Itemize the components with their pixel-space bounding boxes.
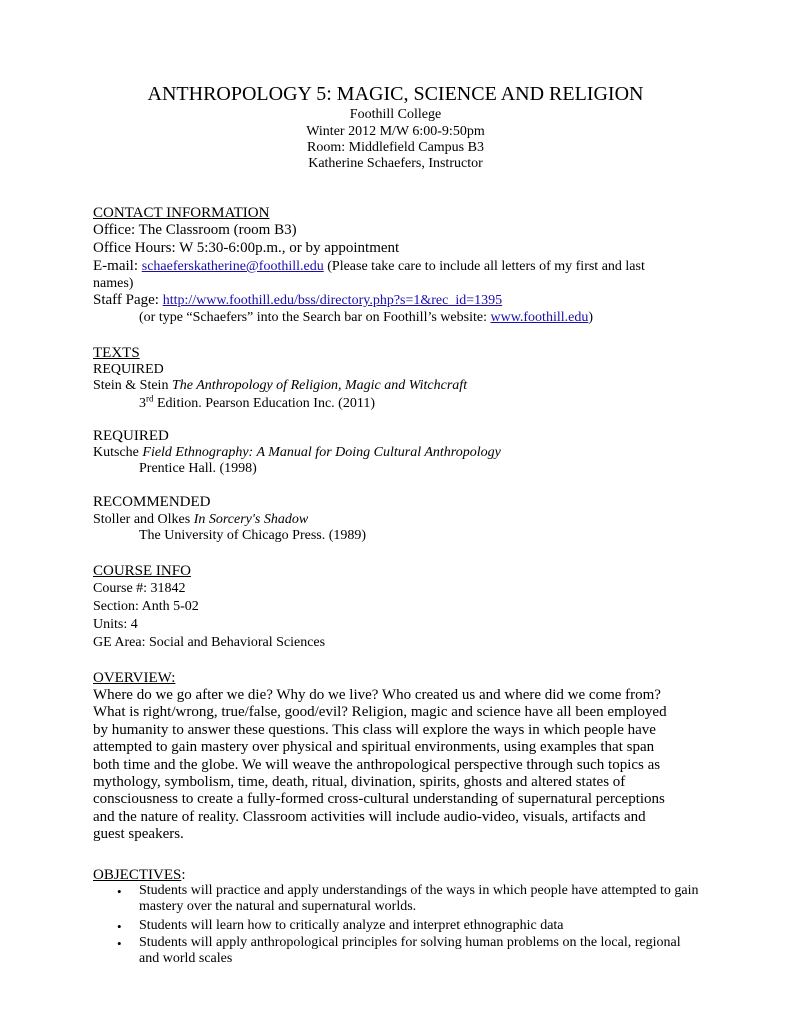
term-schedule: Winter 2012 M/W 6:00-9:50pm: [306, 124, 485, 139]
email-line: [93, 257, 645, 275]
bullet-icon: •: [117, 936, 122, 951]
overview-line: attempted to gain mastery over physical and spiritual environments, using examples that span: [93, 739, 655, 756]
staff-page-line: [93, 291, 502, 309]
book1-edition-number: 3: [139, 396, 146, 411]
email-note-continued: names): [93, 276, 134, 291]
book2-label: REQUIRED: [93, 428, 169, 444]
book2-citation: [93, 445, 501, 461]
book3-label: RECOMMENDED: [93, 494, 211, 510]
overview-heading: OVERVIEW:: [93, 670, 176, 686]
office-line: Office: The Classroom (room B3): [93, 222, 297, 238]
book3-authors: Stoller and Olkes: [93, 512, 194, 527]
overview-line: by humanity to answer these questions. This class will explore the ways in which people have: [93, 721, 656, 738]
course-units: Units: 4: [93, 617, 138, 632]
objectives-heading: OBJECTIVES: [93, 867, 182, 883]
overview-paragraph: [93, 687, 703, 844]
book2-publisher: Prentice Hall. (1998): [139, 461, 257, 476]
book2-authors: Kutsche: [93, 445, 143, 460]
office-hours-line: Office Hours: W 5:30-6:00p.m., or by appointment: [93, 240, 400, 256]
overview-line: Where do we go after we die? Why do we live? Who created us and where did we come from?: [93, 687, 661, 703]
book1-edition: [139, 393, 375, 412]
room-info: Room: Middlefield Campus B3: [307, 140, 484, 155]
objectives-heading-colon: :: [181, 867, 186, 883]
college-name: Foothill College: [349, 107, 442, 122]
search-note-close: ): [588, 310, 593, 325]
objectives-heading-line: [93, 866, 186, 884]
course-section: Section: Anth 5-02: [93, 599, 199, 614]
contact-heading: CONTACT INFORMATION: [93, 205, 270, 221]
book1-edition-suffix: rd: [146, 393, 154, 404]
search-note-text: (or type “Schaefers” into the Search bar on Foothill’s website:: [139, 310, 491, 325]
overview-line: What is right/wrong, true/false, good/evil? Religion, magic and science have all been employed: [93, 704, 667, 721]
book1-title: The Anthropology of Religion, Magic and Witchcraft: [171, 378, 468, 393]
staff-page-link[interactable]: http://www.foothill.edu/bss/directory.php?s=1&rec_id=1395: [162, 293, 503, 308]
course-number: Course #: 31842: [93, 581, 186, 596]
book3-citation: [93, 512, 308, 528]
foothill-website-link[interactable]: www.foothill.edu: [490, 310, 589, 325]
course-info-heading: COURSE INFO: [93, 563, 191, 579]
overview-line: both time and the globe. We will weave the anthropological perspective through such topics as: [93, 756, 661, 773]
bullet-icon: •: [117, 884, 122, 899]
bullet-icon: •: [117, 919, 122, 934]
objective-item: Students will learn how to critically analyze and interpret ethnographic data: [139, 918, 564, 933]
book2-title: Field Ethnography: A Manual for Doing Cultural Anthropology: [142, 445, 501, 460]
email-link[interactable]: schaeferskatherine@foothill.edu: [141, 259, 324, 274]
email-note: (Please take care to include all letters of my first and last: [323, 259, 645, 274]
overview-line: guest speakers.: [93, 826, 184, 843]
book1-citation: [93, 378, 467, 394]
overview-line: and the nature of reality. Classroom activities will include audio-video, visuals, artifacts and: [93, 808, 646, 825]
book1-publisher: Edition. Pearson Education Inc. (2011): [153, 396, 375, 411]
overview-line: mythology, symbolism, time, death, ritual, divination, spirits, ghosts and altered states of: [93, 774, 626, 791]
texts-heading: TEXTS: [93, 345, 140, 361]
search-note: [139, 310, 593, 326]
objective-item: Students will apply anthropological principles for solving human problems on the local, regional and world scales: [139, 935, 681, 966]
objective-item: Students will practice and apply understandings of the ways in which people have attempted to gain mastery over the natural and supernatural worlds.: [139, 883, 699, 914]
email-label: E-mail:: [93, 258, 142, 274]
book1-label: REQUIRED: [93, 362, 164, 377]
book1-authors: Stein & Stein: [93, 378, 172, 393]
staff-page-label: Staff Page:: [93, 292, 163, 308]
book3-title: In Sorcery's Shadow: [193, 512, 309, 527]
book3-publisher: The University of Chicago Press. (1989): [139, 528, 367, 543]
course-ge-area: GE Area: Social and Behavioral Sciences: [93, 635, 326, 650]
page-title: ANTHROPOLOGY 5: MAGIC, SCIENCE AND RELIGION: [147, 83, 644, 105]
instructor-name: Katherine Schaefers, Instructor: [308, 156, 483, 171]
overview-line: consciousness to create a fully-formed cross-cultural understanding of supernatural perceptions: [93, 791, 665, 808]
